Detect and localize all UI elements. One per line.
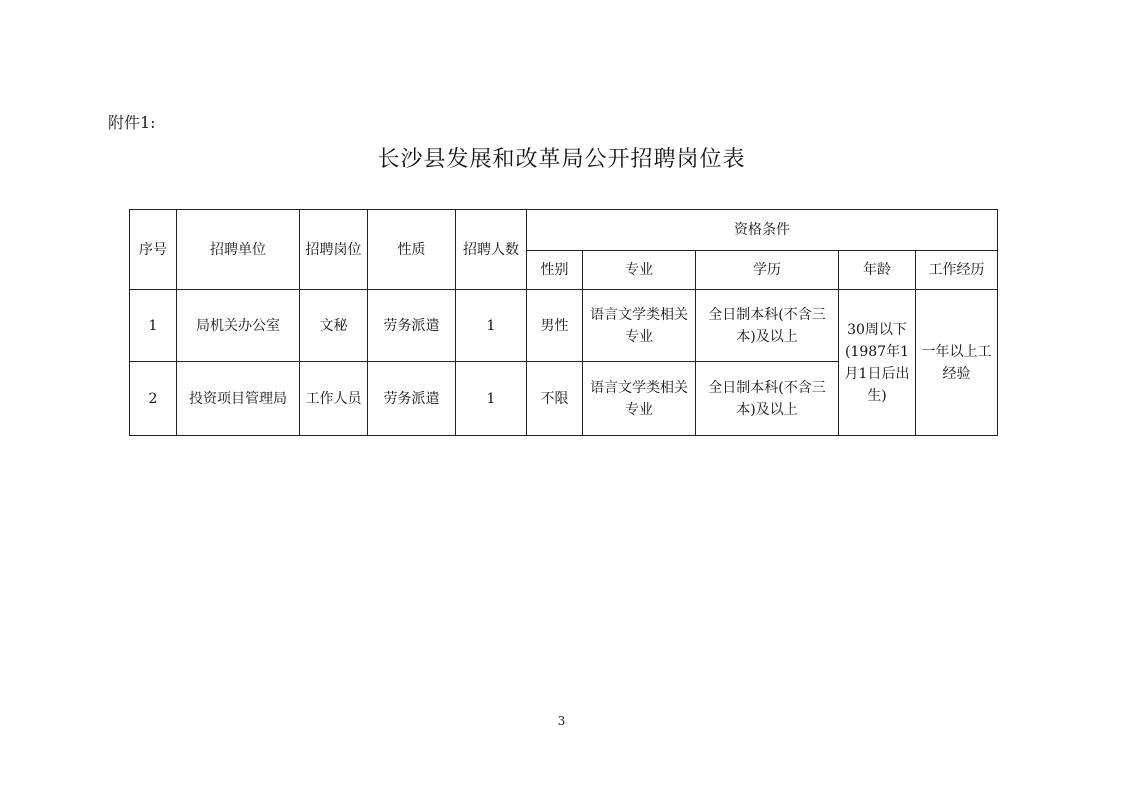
cell-seq: 2	[130, 362, 177, 436]
cell-education: 全日制本科(不含三本)及以上	[696, 362, 839, 436]
cell-major: 语言文学类相关专业	[583, 290, 696, 362]
header-count: 招聘人数	[456, 210, 527, 290]
cell-age: 30周以下(1987年1月1日后出生)	[839, 290, 916, 436]
header-gender: 性别	[527, 251, 583, 290]
recruitment-table	[129, 209, 998, 436]
cell-experience: 一年以上工经验	[916, 290, 998, 436]
header-unit: 招聘单位	[177, 210, 300, 290]
header-seq: 序号	[130, 210, 177, 290]
cell-count: 1	[456, 290, 527, 362]
header-position: 招聘岗位	[300, 210, 368, 290]
cell-major: 语言文学类相关专业	[583, 362, 696, 436]
attachment-label: 附件1:	[108, 113, 156, 132]
cell-position: 工作人员	[300, 362, 368, 436]
header-age: 年龄	[839, 251, 916, 290]
cell-gender: 男性	[527, 290, 583, 362]
cell-nature: 劳务派遣	[368, 290, 456, 362]
cell-position: 文秘	[300, 290, 368, 362]
header-row-primary	[130, 210, 998, 251]
header-major: 专业	[583, 251, 696, 290]
header-nature: 性质	[368, 210, 456, 290]
table-row	[130, 290, 998, 362]
cell-unit: 投资项目管理局	[177, 362, 300, 436]
header-education: 学历	[696, 251, 839, 290]
document-title: 长沙县发展和改革局公开招聘岗位表	[377, 147, 746, 172]
cell-gender: 不限	[527, 362, 583, 436]
header-qualifications: 资格条件	[527, 210, 998, 251]
page-number: 3	[557, 714, 566, 728]
cell-nature: 劳务派遣	[368, 362, 456, 436]
cell-count: 1	[456, 362, 527, 436]
header-experience: 工作经历	[916, 251, 998, 290]
cell-education: 全日制本科(不含三本)及以上	[696, 290, 839, 362]
cell-seq: 1	[130, 290, 177, 362]
cell-unit: 局机关办公室	[177, 290, 300, 362]
